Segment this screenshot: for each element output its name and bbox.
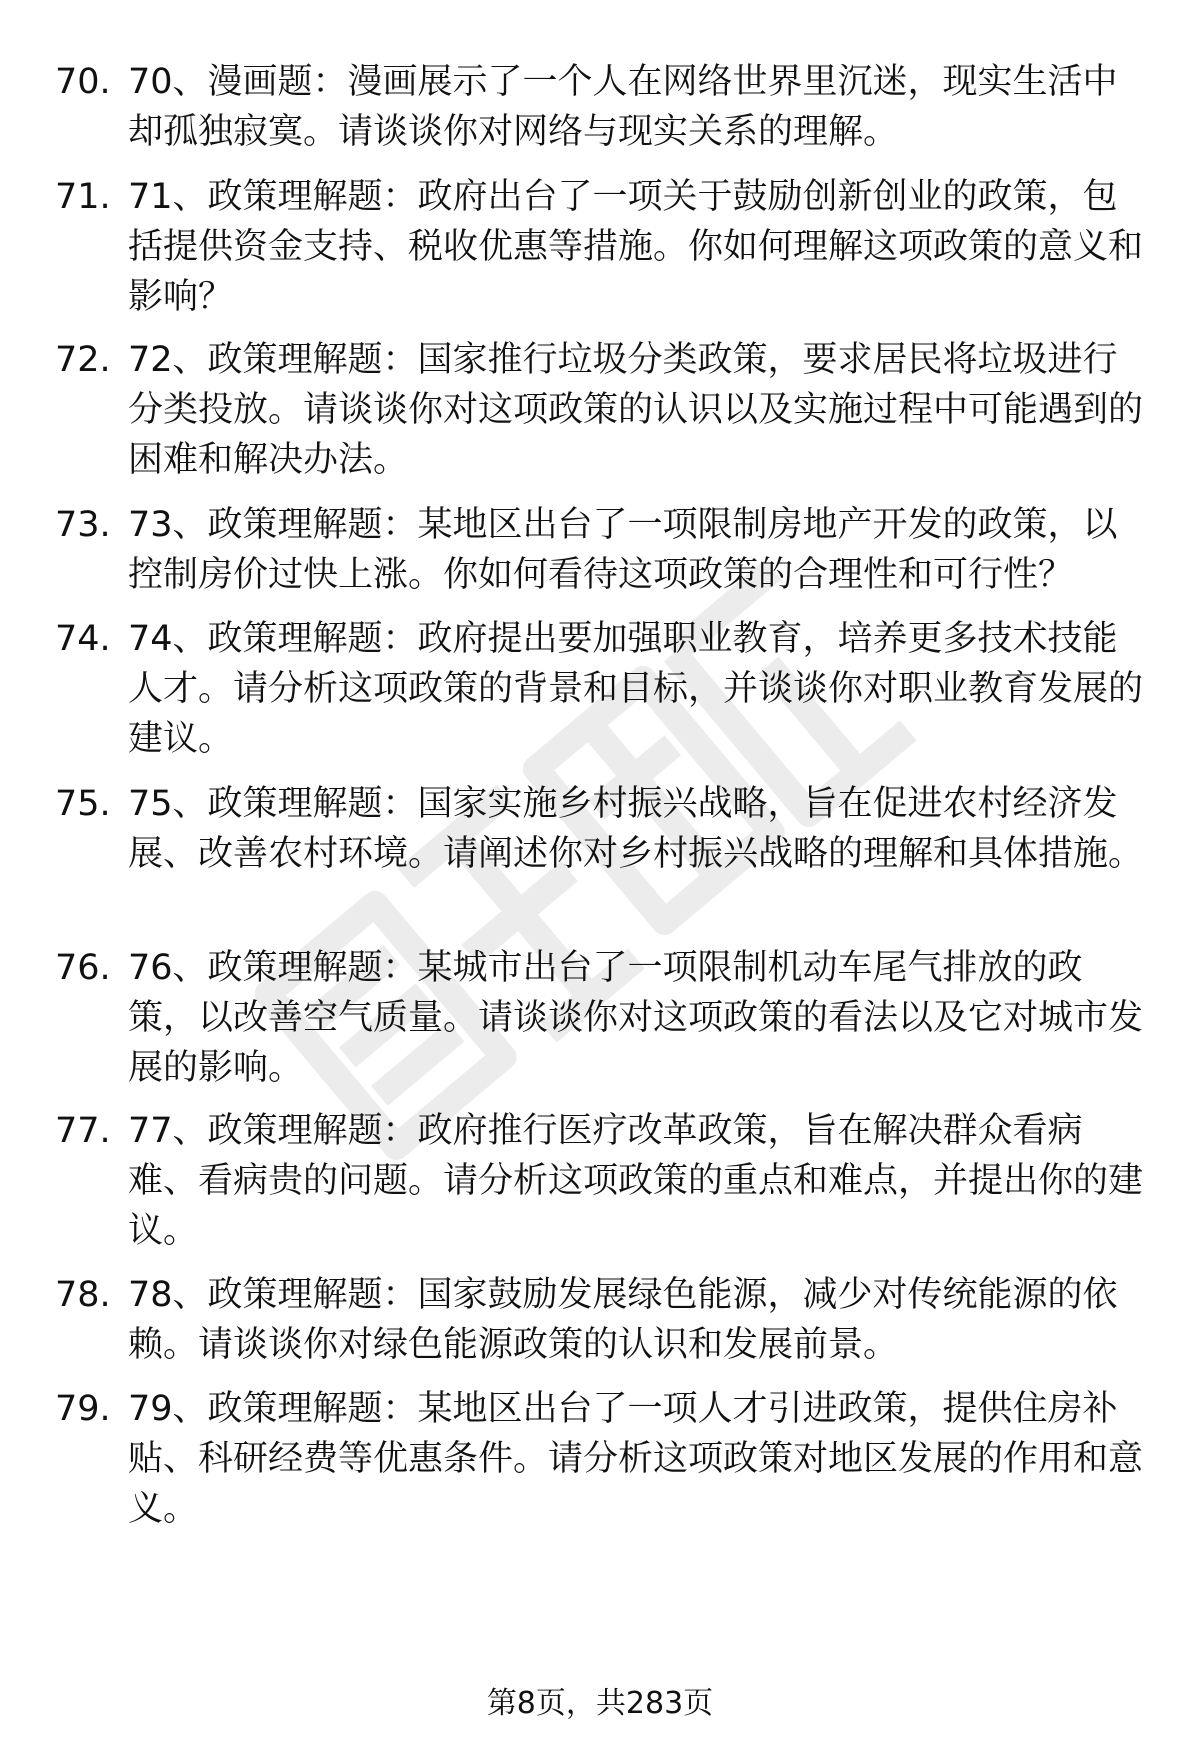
question-text: 76、政策理解题：某城市出台了一项限制机动车尾气排放的政策，以改善空气质量。请谈谈你对这项政策的看法以及它对城市发展的影响。 (128, 948, 1144, 1088)
question-number: 77. (55, 1111, 111, 1151)
question-text: 77、政策理解题：政府推行医疗改革政策，旨在解决群众看病难、看病贵的问题。请分析这项政策的重点和难点，并提出你的建议。 (128, 1111, 1144, 1251)
question-text: 74、政策理解题：政府提出要加强职业教育，培养更多技术技能人才。请分析这项政策的背景和目标，并谈谈你对职业教育发展的建议。 (128, 619, 1144, 759)
question-number: 72. (55, 340, 111, 380)
question-text: 70、漫画题：漫画展示了一个人在网络世界里沉迷，现实生活中却孤独寂寞。请谈谈你对网络与现实关系的理解。 (128, 62, 1118, 152)
question-number: 71. (55, 177, 111, 217)
question-number: 74. (55, 619, 111, 659)
question-text: 71、政策理解题：政府出台了一项关于鼓励创新创业的政策，包括提供资金支持、税收优惠等措施。你如何理解这项政策的意义和影响？ (128, 177, 1144, 317)
question-text: 72、政策理解题：国家推行垃圾分类政策，要求居民将垃圾进行分类投放。请谈谈你对这项政策的认识以及实施过程中可能遇到的困难和解决办法。 (128, 340, 1144, 480)
question-number: 79. (55, 1389, 111, 1429)
question-number: 75. (55, 784, 111, 824)
question-number: 76. (55, 948, 111, 988)
question-number: 70. (55, 62, 111, 102)
question-text: 79、政策理解题：某地区出台了一项人才引进政策，提供住房补贴、科研经费等优惠条件。请分析这项政策对地区发展的作用和意义。 (128, 1389, 1144, 1529)
question-number: 78. (55, 1275, 111, 1315)
question-text: 73、政策理解题：某地区出台了一项限制房地产开发的政策，以控制房价过快上涨。你如何看待这项政策的合理性和可行性？ (128, 505, 1118, 595)
page-footer: 第8页，共283页 (486, 1686, 714, 1721)
question-text: 78、政策理解题：国家鼓励发展绿色能源，减少对传统能源的依赖。请谈谈你对绿色能源政策的认识和发展前景。 (128, 1275, 1118, 1365)
question-number: 73. (55, 505, 111, 545)
question-text: 75、政策理解题：国家实施乡村振兴战略，旨在促进农村经济发展、改善农村环境。请阐述你对乡村振兴战略的理解和具体措施。 (128, 784, 1144, 874)
